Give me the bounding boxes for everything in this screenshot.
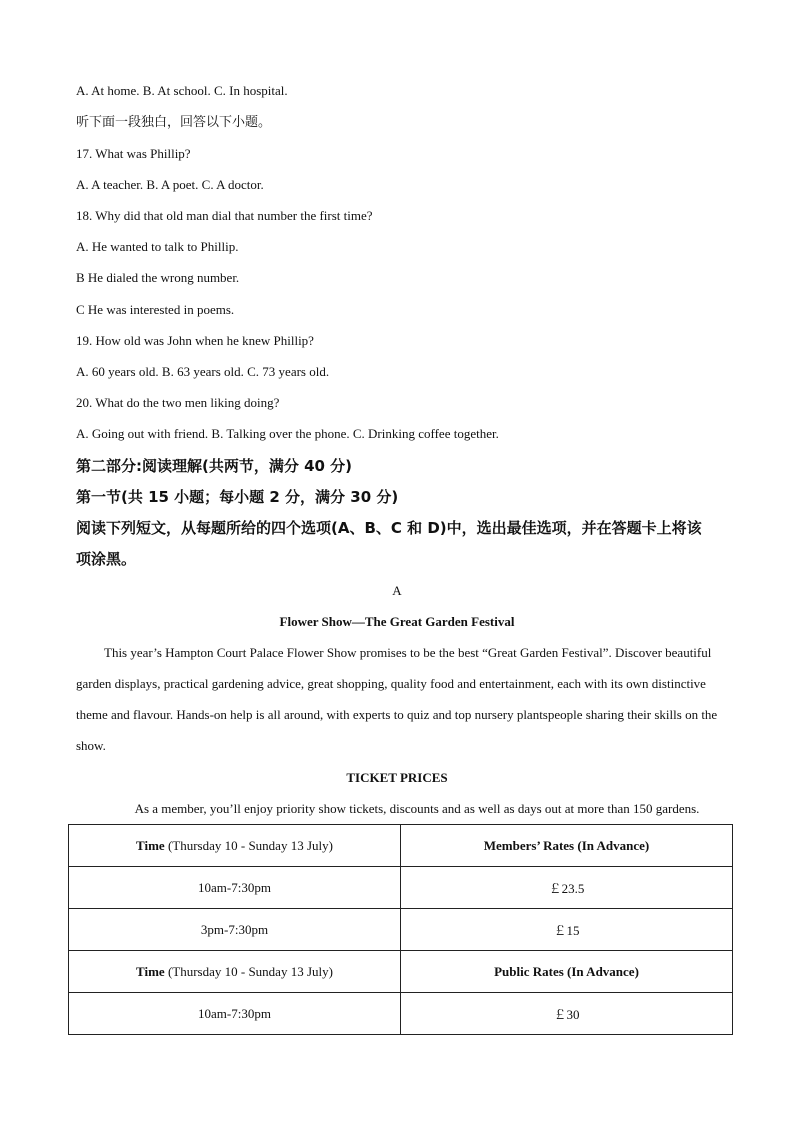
- q20-question: 20. What do the two men liking doing?: [76, 395, 280, 410]
- q18-question: 18. Why did that old man dial that number the first time?: [76, 208, 373, 223]
- price-cell: ￡15: [401, 909, 733, 951]
- q18-option-a: A. He wanted to talk to Phillip.: [76, 239, 239, 254]
- q19-options: A. 60 years old. B. 63 years old. C. 73 years old.: [76, 364, 330, 379]
- header-members-rates: Members’ Rates (In Advance): [401, 825, 733, 867]
- time-dates: (Thursday 10 - Sunday 13 July): [164, 837, 333, 853]
- table-row: [69, 951, 733, 993]
- header-time-cell: [69, 825, 401, 867]
- q18-option-c: C He was interested in poems.: [76, 302, 235, 317]
- table-row: [69, 909, 733, 951]
- table-row: [69, 825, 733, 867]
- time-cell: 10am-7:30pm: [69, 993, 401, 1035]
- q17-options: A. A teacher. B. A poet. C. A doctor.: [76, 177, 264, 192]
- price-cell: ￡23.5: [401, 867, 733, 909]
- reading-instruction-line2: 项涂黑。: [76, 550, 137, 568]
- ticket-prices-heading: TICKET PRICES: [346, 770, 448, 785]
- table-row: [69, 993, 733, 1035]
- time-label: Time: [136, 837, 165, 853]
- section1-title: 第一节(共 15 小题；每小题 2 分，满分 30 分): [76, 488, 399, 506]
- reading-instruction-line1: 阅读下列短文，从每题所给的四个选项(A、B、C 和 D)中，选出最佳选项，并在答题卡上将该: [76, 519, 702, 537]
- member-note: As a member, you’ll enjoy priority show tickets, discounts and as well as days out at more than 150 gardens.: [134, 801, 700, 816]
- q16-options: A. At home. B. At school. C. In hospital.: [76, 83, 288, 98]
- passage-title: Flower Show—The Great Garden Festival: [279, 614, 515, 629]
- part2-title: 第二部分:阅读理解(共两节，满分 40 分): [76, 457, 353, 475]
- monologue-instruction: 听下面一段独白，回答以下小题。: [76, 115, 272, 130]
- price-cell: ￡30: [401, 993, 733, 1035]
- table-row: [69, 867, 733, 909]
- time-cell: 10am-7:30pm: [69, 867, 401, 909]
- time-label: Time: [136, 963, 165, 979]
- q20-options: A. Going out with friend. B. Talking over the phone. C. Drinking coffee together.: [76, 426, 499, 441]
- time-cell: 3pm-7:30pm: [69, 909, 401, 951]
- q18-option-b: B He dialed the wrong number.: [76, 270, 240, 285]
- q17-question: 17. What was Phillip?: [76, 146, 191, 161]
- time-dates: (Thursday 10 - Sunday 13 July): [164, 963, 333, 979]
- ticket-price-table: [68, 824, 733, 1035]
- header-time-cell: [69, 951, 401, 993]
- header-public-rates: Public Rates (In Advance): [401, 951, 733, 993]
- passage-body: [76, 637, 721, 761]
- passage-letter: A: [392, 583, 402, 598]
- passage-paragraph: This year’s Hampton Court Palace Flower Show promises to be the best “Great Garden Festival”. Discover beautiful garden displays, practical gardening advice, great shopping, quality food and entertainment, each with its own distinctive theme and flavour. Hands-on help is all around, with experts to quiz and top nursery plantspeople sharing their skills on the show.: [76, 645, 718, 753]
- q19-question: 19. How old was John when he knew Phillip?: [76, 333, 314, 348]
